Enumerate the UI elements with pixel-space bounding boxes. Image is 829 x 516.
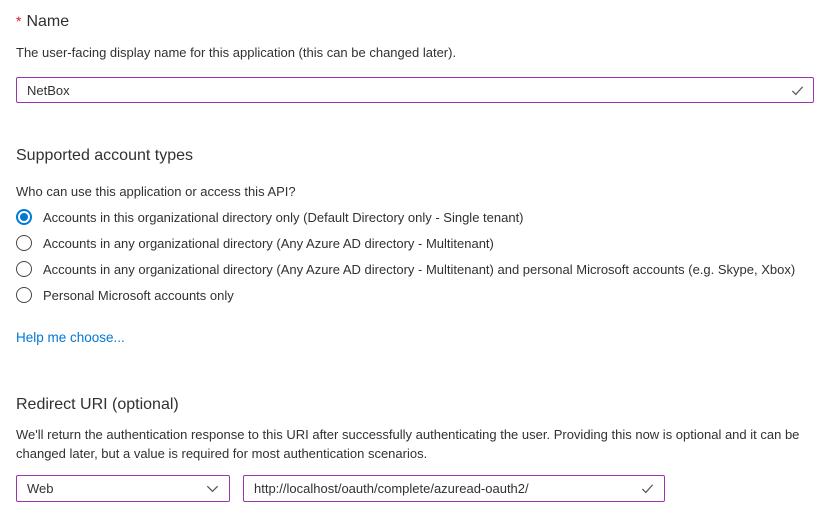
radio-option-multitenant-personal[interactable] [16, 256, 814, 282]
required-asterisk: * [16, 13, 22, 29]
help-me-choose-link[interactable]: Help me choose... [16, 330, 125, 345]
radio-option-label: Personal Microsoft accounts only [43, 287, 234, 303]
platform-select[interactable] [16, 475, 230, 502]
account-types-title: Supported account types [16, 147, 194, 164]
radio-option-personal-only[interactable] [16, 282, 814, 308]
redirect-uri-input[interactable] [244, 476, 640, 501]
redirect-uri-row [16, 475, 814, 502]
name-input[interactable] [17, 78, 790, 102]
radio-option-label: Accounts in any organizational directory (Any Azure AD directory - Multitenant) and personal Microsoft accounts (e.g. Skype, Xbox) [43, 261, 796, 277]
redirect-uri-section [16, 394, 814, 502]
name-section [16, 11, 814, 103]
redirect-uri-title: Redirect URI (optional) [16, 396, 179, 413]
name-title-text: Name [26, 13, 70, 30]
radio-button-icon[interactable] [16, 235, 32, 251]
radio-option-label: Accounts in this organizational directory only (Default Directory only - Single tenant) [43, 209, 524, 225]
redirect-uri-field [243, 475, 665, 502]
valid-checkmark-icon [640, 481, 655, 496]
radio-option-label: Accounts in any organizational directory (Any Azure AD directory - Multitenant) [43, 235, 494, 251]
name-section-title [16, 11, 814, 32]
valid-checkmark-icon [790, 83, 805, 98]
radio-option-single-tenant[interactable] [16, 204, 814, 230]
name-input-field [16, 77, 814, 103]
radio-button-icon[interactable] [16, 287, 32, 303]
radio-button-icon[interactable] [16, 261, 32, 277]
radio-option-multitenant[interactable] [16, 230, 814, 256]
account-type-radio-group [16, 204, 814, 308]
account-types-question: Who can use this application or access this API? [16, 184, 296, 199]
name-description: The user-facing display name for this application (this can be changed later). [16, 45, 457, 60]
supported-account-types-section [16, 145, 814, 347]
platform-select-value: Web [27, 481, 54, 496]
chevron-down-icon [205, 481, 220, 496]
redirect-uri-description: We'll return the authentication response to this URI after successfully authenticating the user. Providing this now is optional and it can be changed later, but a value is required for most authentication scenarios. [16, 427, 800, 461]
radio-button-icon[interactable] [16, 209, 32, 225]
